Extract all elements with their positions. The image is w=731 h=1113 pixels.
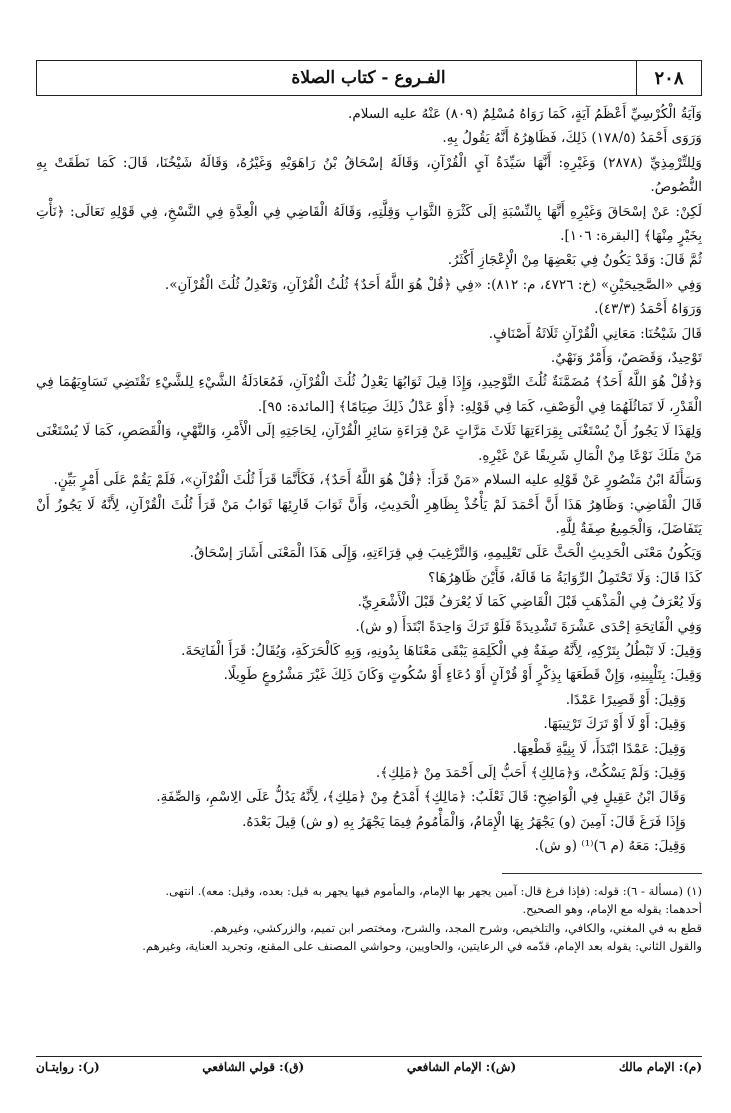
paragraph: وَقِيلَ: وَلَمْ يَسْكُتْ، وَ﴿مَالِكِ﴾ أَحَبُّ إلَى أَحْمَدَ مِنْ ﴿مَلِكِ﴾. [375, 764, 686, 781]
paragraph: وَ﴿قُلْ هُوَ اللَّهُ أَحَدٌ﴾ مُضَمَّنَةٌ ثُلُثَ التَّوْحِيدِ، وَإِذَا قِيلَ ثَوَابُهَا يَعْدِلُ ثُلُثَ الْقُرْآنِ، فَمُعَادَلَةُ الشَّيْءِ لِلشَّيْءِ تَقْتَضِي تَسَاوِيَهُمَا فِي الْقَدْرِ، لَا تَمَاثُلَهُمَا فِي الْوَصْفِ، كَمَا فِي قَوْلِهِ: ﴿أَوْ عَدْلُ ذَلِكَ صِيَامًا﴾ [المائدة: ٩٥]. [36, 374, 702, 415]
page [36, 60, 702, 956]
paragraph: كَذَا قَالَ: وَلَا تَحْتَمِلُ الرِّوَايَةُ مَا قَالَهُ، فَأَيْنَ ظَاهِرُهَا؟ [428, 569, 702, 586]
footnote-line: (١) (مسألة - ٦): قوله: (فإذا فرغ قال: آمين يجهر بها الإمام، والمأموم فيها يجهر به قيل: بعده، وقيل: معه). انتهى. [165, 883, 702, 898]
footnote-separator [502, 873, 702, 874]
running-title: الفـروع - كتاب الصلاة [291, 68, 446, 88]
footnote-line: أحدهما: يقوله مع الإمام، وهو الصحيح. [522, 902, 702, 917]
main-text [36, 102, 702, 859]
legend-malik: (م): الإمام مالك [618, 1060, 702, 1074]
paragraph: وَقِيلَ: لَا تَبْطُلُ بِتَرْكِهِ، لِأَنَّهُ صِفَةٌ فِي الْكَلِمَةِ يَبْقَى مَعْنَاهَا بِدُونِهِ، وَبِهِ كَالْحَرَكَةِ، وَيُقَالُ: قَرَأَ الْفَاتِحَةَ. [181, 642, 702, 659]
paragraph: وَسَأَلَهُ ابْنُ مَنْصُورٍ عَنْ قَوْلِهِ عليه السلام «مَنْ قَرَأَ: ﴿قُلْ هُوَ اللَّهُ أَحَدٌ﴾، فَكَأَنَّمَا قَرَأَ ثُلُثَ الْقُرْآنِ»، فَلَمْ يَقُمْ عَلَى أَمْرٍ بَيِّنٍ. [53, 472, 702, 489]
legend-shafii-two-views: (ق): قولي الشافعي [202, 1060, 305, 1074]
footnotes [36, 882, 702, 956]
paragraph: وَقِيلَ: مَعَهُ (م ٦)⁽¹⁾ (و ش). [534, 838, 686, 855]
paragraph: وَقِيلَ: أَوْ قَصِيرًا عَمْدًا. [565, 691, 686, 708]
paragraph: وَإِذَا فَرَغَ قَالَ: آمِينَ (و) يَجْهَرُ بِهَا الْإِمَامُ، وَالْمَأْمُومُ فِيمَا يَجْهَرُ بِهِ (و ش) قِيلَ بَعْدَهُ. [242, 813, 686, 830]
paragraph: وَلِهَذَا لَا يَجُوزُ أَنْ يُسْتَغْنَى بِقِرَاءَتِهَا ثَلَاثَ مَرَّاتٍ عَنْ قِرَاءَةِ سَائِرِ الْقُرْآنِ، لِحَاجَتِهِ إلَى الْأَمْرِ، وَالنَّهْيِ، وَالْقَصَصِ، كَمَا لَا يُسْتَغْنَى مَنْ مَلَكَ نَوْعًا مِنْ الْمَالِ شَرِيفًا عَنْ غَيْرِهِ. [36, 423, 702, 464]
paragraph: وَرَوَى أَحْمَدُ (١٧٨/٥) ذَلِكَ، فَظَاهِرُهُ أَنَّهُ يَقُولُ بِهِ. [442, 130, 702, 147]
footnote-line: والقول الثاني: يقوله بعد الإمام، قدّمه في الرعايتين، والحاويين، وحواشي المصنف على المقنع، وتجريد العناية، وغيرهم. [142, 939, 702, 954]
paragraph: قَالَ الْقَاضِي: وَظَاهِرُ هَذَا أَنَّ أَحْمَدَ لَمْ يَأْخُذْ بِظَاهِرِ الْحَدِيثِ، وَأَنَّ ثَوَابَ قَارِئِهَا ثَوَابُ مَنْ قَرَأَ ثُلُثَ الْقُرْآنِ، لِأَنَّهُ لَا يَجُوزُ أَنْ يَتَفَاضَلَ، وَالْجَمِيعُ صِفَةٌ لِلَّهِ. [36, 496, 702, 537]
paragraph: وَآيَةُ الْكُرْسِيِّ أَعْظَمُ آيَةٍ، كَمَا رَوَاهُ مُسْلِمٌ (٨٠٩) عَنْهُ عليه السلام. [348, 106, 702, 122]
paragraph: وَيَكُونُ مَعْنَى الْحَدِيثِ الْحَثَّ عَلَى تَعْلِيمِهِ، وَالتَّرْغِيبَ فِي قِرَاءَتِهِ، وَإِلَى هَذَا الْمَعْنَى أَشَارَ إسْحَاقُ. [189, 545, 702, 562]
paragraph: وَقِيلَ: أَوْ لَا أَوْ تَرَكَ تَرْتِيبَهَا. [543, 716, 686, 733]
paragraph: وَلِلتِّرْمِذِيِّ (٢٨٧٨) وَغَيْرِهِ: أَنَّهَا سَيِّدَةُ آيِ الْقُرْآنِ، وَقَالَهُ إسْحَاقُ بْنُ رَاهَوَيْهِ وَغَيْرُهُ، وَقَالَهُ شَيْخُنَا، قَالَ: كَمَا نَطَقَتْ بِهِ النُّصُوصُ. [36, 154, 702, 196]
legend-two-narrations: (ر): روايتـان [36, 1060, 100, 1074]
page-header [36, 60, 702, 96]
paragraph: وَفِي «الصَّحِيحَيْنِ» (خ: ٤٧٢٦، م: ٨١٢): «فِي ﴿قُلْ هُوَ اللَّهُ أَحَدٌ﴾ ثُلُثُ الْقُرْآنِ، وَتَعْدِلُ ثُلُثَ الْقُرْآنِ». [164, 276, 702, 293]
page-number: ٢٠٨ [636, 61, 701, 95]
footnote-line: قطع به في المغني، والكافي، والتلخيص، وشرح المجد، والشرح، ومختصر ابن تميم، والزركشي، وغيرهم. [210, 920, 702, 935]
paragraph: تَوْحِيدٌ، وَقَصَصٌ، وَأَمْرٌ وَنَهْيٌ. [550, 350, 702, 367]
legend-shafii: (ش): الإمام الشافعي [406, 1060, 517, 1074]
abbreviation-legend [36, 1056, 702, 1074]
paragraph: وَقَالَ ابْنُ عَقِيلٍ فِي الْوَاضِحِ: قَالَ ثَعْلَبٌ: ﴿مَالِكِ﴾ أَمْدَحُ مِنْ ﴿مَلِكِ﴾، لِأَنَّهُ يَدُلُّ عَلَى الِاسْمِ، وَالصِّفَةِ. [156, 789, 686, 806]
paragraph: ثُمَّ قَالَ: وَقَدْ يَكُونُ فِي بَعْضِهَا مِنْ الْإِعْجَازِ أَكْثَرُ. [447, 252, 702, 269]
paragraph: لَكِنْ: عَنْ إسْحَاقَ وَغَيْرِهِ أَنَّهَا بِالنِّسْبَةِ إلَى كَثْرَةِ الثَّوَابِ وَقِلَّتِهِ، وَقَالَهُ الْقَاضِي فِي الْعِدَّةِ فِي النَّسْخِ، فِي قَوْلِهِ تَعَالَى: ﴿نَأْتِ بِخَيْرٍ مِنْهَا﴾ [البقرة: ١٠٦]. [36, 203, 702, 245]
paragraph: وَفِي الْفَاتِحَةِ إحْدَى عَشْرَةَ تَشْدِيدَةً فَلَوْ تَرَكَ وَاحِدَةً ابْتَدَأَ (و ش). [355, 618, 702, 635]
paragraph: وَرَوَاهُ أَحْمَدُ (٤٣/٣). [594, 301, 702, 318]
paragraph: قَالَ شَيْخُنَا: مَعَانِي الْقُرْآنِ ثَلَاثَةُ أَصْنَافٍ. [488, 325, 702, 342]
paragraph: وَقِيلَ: بِتَلْيِينِهِ، وَإِنْ قَطَعَهَا بِذِكْرٍ أَوْ قُرْآنٍ أَوْ دُعَاءٍ أَوْ سُكُوتٍ وَكَانَ ذَلِكَ غَيْرَ مَشْرُوعٍ طَوِيلًا. [223, 667, 702, 684]
paragraph: وَلَا يُعْرَفُ فِي الْمَذْهَبِ قَبْلَ الْقَاضِي كَمَا لَا يُعْرَفُ قَبْلَ الْأَشْعَرِيِّ. [357, 594, 702, 611]
paragraph: وَقِيلَ: عَمْدًا ابْتَدَأَ، لَا بِنِيَّةِ قَطْعِهَا. [512, 740, 686, 757]
